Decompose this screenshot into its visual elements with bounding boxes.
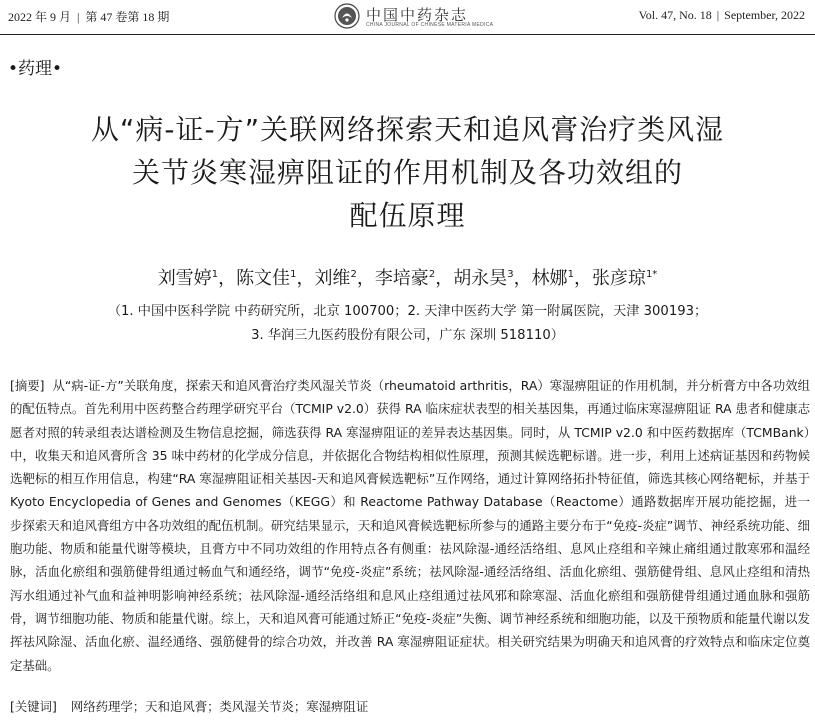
affiliation-line: （1. 中国中医科学院 中药研究所，北京 100700；2. 天津中医药大学 第一附属医院，天津 300193； xyxy=(107,304,708,319)
affiliations xyxy=(0,300,815,348)
volume-issue-cn: 第 47 卷第 18 期 xyxy=(85,10,170,24)
header-left xyxy=(8,8,169,25)
abstract-text: 从“病-证-方”关联角度，探索天和追风膏治疗类风湿关节炎（rheumatoid arthritis，RA）寒湿痹阻证的作用机制，并分析膏方中各功效组的配伍特点。首先利用中医药整合药理学研究平台（TCMIP v2.0）获得 RA 临床症状表型的相关基因集，再通过临床寒湿痹阻证 RA 患者和健康志愿者对照的转录组表达谱检测及生物信息挖掘，筛选获得 RA 寒湿痹阻证的差异表达基因集。同时，从 TCMIP v2.0 和中医药数据库（TCMBank）中，收集天和追风膏所含 35 味中药材的化学成分信息，并依据化合物结构相似性原理，预测其候选靶标谱。进一步，利用上述病证基因和药物候选靶标的相互作用信息，构建“RA 寒湿痹阻证相关基因-天和追风膏候选靶标”互作网络，通过计算网络拓扑特征值，筛选其核心网络靶标，并基于 Kyoto Encyclopedia of Genes and Genomes（KEGG）和 Reactome Pathway Database（Reactome）通路数据库开展功能挖掘，进一步探索天和追风膏组方中各功效组的配伍机制。研究结果显示，天和追风膏候选靶标所参与的通路主要分布于“免疫-炎症”调节、神经系统功能、细胞功能、物质和能量代谢等模块，且膏方中不同功效组的作用特点各有侧重：祛风除湿-通经活络组、息风止痉组和辛辣止痛组通过散寒邪和温经脉，活血化瘀组和强筋健骨组通过畅血气和通经络，调节“免疫-炎症”系统；祛风除湿-通经活络组、活血化瘀组、强筋健骨组、息风止痉组和清热泻水组通过补气血和益神明影响神经系统；祛风除湿-通经活络组和息风止痉组通过祛风邪和除寒湿、活血化瘀组和强筋健骨组通过通血脉和强筋骨，调节细胞功能、物质和能量代谢。综上，天和追风膏可能通过矫正“免疫-炎症”失衡、调节神经系统和细胞功能，以及干预物质和能量代谢以发挥祛风除湿、活血化瘀、温经通络、强筋健骨的综合功效，并改善 RA 寒湿痹阻证症状。相关研究结果为明确天和追风膏的疗效特点和临床定位奠定基础。 xyxy=(10,378,811,673)
month-en: September, 2022 xyxy=(724,8,805,22)
keywords xyxy=(10,697,810,715)
seal-logo-icon xyxy=(334,3,360,29)
author-separator: ， xyxy=(356,268,375,289)
author-name: 刘雪婷 xyxy=(157,268,212,289)
title-line: 配伍原理 xyxy=(349,199,466,232)
keywords-label: [关键词] xyxy=(10,699,57,714)
author-affiliation-mark: 1 xyxy=(567,269,574,280)
keywords-text: 网络药理学；天和追风膏；类风湿关节炎；寒湿痹阻证 xyxy=(70,699,369,714)
author-name: 陈文佳 xyxy=(236,268,291,289)
author-separator: ， xyxy=(573,268,592,289)
author-affiliation-mark: 3 xyxy=(507,269,514,280)
section-label: •药理• xyxy=(8,59,63,79)
abstract-label: [摘要] xyxy=(10,378,45,393)
author-separator: ， xyxy=(296,268,315,289)
author-affiliation-mark: 1 xyxy=(211,269,219,280)
author-name: 林娜 xyxy=(531,268,568,289)
journal-header xyxy=(0,0,815,35)
article-title xyxy=(20,108,795,237)
author-affiliation-mark: 2 xyxy=(350,269,357,280)
author-name: 胡永昊 xyxy=(453,268,508,289)
author-name: 张彦琼 xyxy=(591,268,646,289)
title-line: 关节炎寒湿痹阻证的作用机制及各功效组的 xyxy=(131,156,683,189)
author-name: 李培豪 xyxy=(374,268,429,289)
author-separator: ， xyxy=(435,268,454,289)
journal-title: 中国中药杂志 xyxy=(366,6,469,24)
author-name: 刘维 xyxy=(314,268,351,289)
header-divider: | xyxy=(77,10,80,24)
affiliation-line: 3. 华润三九医药股份有限公司，广东 深圳 518110） xyxy=(251,328,564,343)
issue-date-cn: 2022 年 9 月 xyxy=(8,10,72,24)
journal-logo xyxy=(334,2,492,32)
author-affiliation-mark: 1* xyxy=(645,269,658,280)
author-list xyxy=(0,264,815,290)
title-line: 从“病-证-方”关联网络探索天和追风膏治疗类风湿 xyxy=(90,113,725,146)
journal-subtitle: CHINA JOURNAL OF CHINESE MATERIA MEDICA xyxy=(366,22,494,28)
author-affiliation-mark: 1 xyxy=(290,269,297,280)
author-separator: ， xyxy=(513,268,532,289)
author-separator: ， xyxy=(218,268,237,289)
header-divider: | xyxy=(716,8,720,22)
author-affiliation-mark: 2 xyxy=(428,269,436,280)
header-right xyxy=(639,8,805,23)
abstract xyxy=(10,374,810,677)
volume-en: Vol. 47, No. 18 xyxy=(638,8,712,22)
